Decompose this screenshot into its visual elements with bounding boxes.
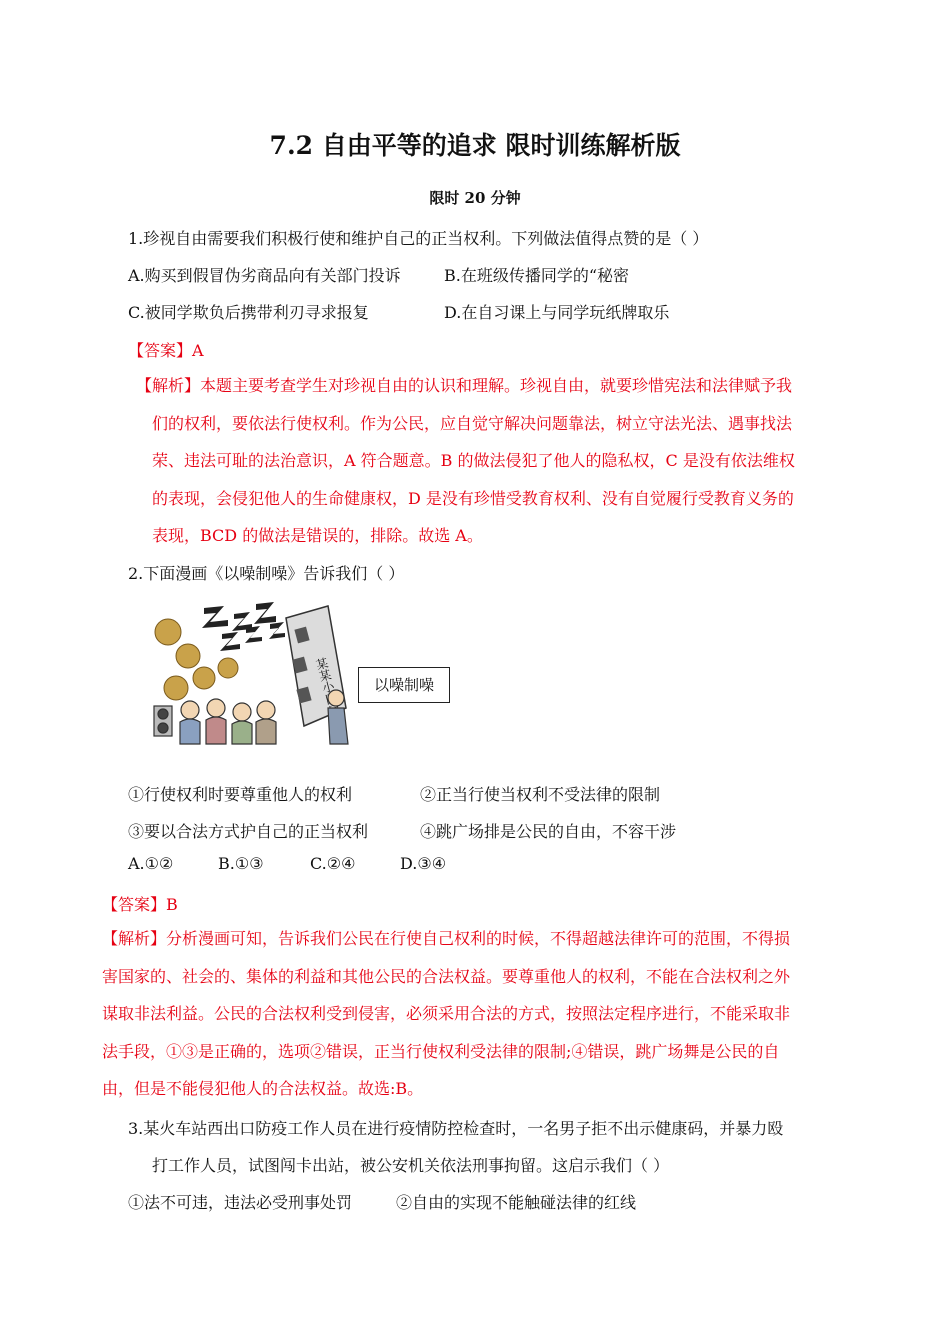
q2-statement-2: ②正当行使当权利不受法律的限制 — [420, 785, 661, 804]
page-title: 7.2 自由平等的追求 限时训练解析版 — [269, 131, 681, 160]
q3-statement-2: ②自由的实现不能触碰法律的红线 — [396, 1193, 637, 1212]
q2-choice-d: D.③④ — [400, 854, 447, 873]
q2-choice-b: B.①③ — [218, 854, 264, 873]
q2-analysis-line: 法手段，①③是正确的，选项②错误，正当行使权利受法律的限制;④错误，跳广场舞是公民的自 — [102, 1041, 780, 1061]
q2-answer — [102, 892, 178, 915]
cartoon-caption-box: 以噪制噪 — [358, 667, 450, 703]
q2-statement-1: ①行使权利时要尊重他人的权利 — [128, 785, 353, 804]
q1-analysis-line: 的表现，会侵犯他人的生命健康权，D 是没有珍惜受教育权利、没有自觉履行受教育义务的 — [152, 488, 794, 508]
snore-z-icons — [202, 602, 285, 651]
q2-analysis-line: 谋取非法利益。公民的合法权利受到侵害，必须采用合法的方式，按照法定程序进行，不能采取非 — [102, 1004, 791, 1023]
q1-answer-label: 【答案】 — [128, 341, 193, 360]
q1-analysis-line: 们的权利，要依法行使权利。作为公民，应自觉守解决问题靠法，树立守法光法、遇事找法 — [152, 413, 793, 433]
q1-option-b: B.在班级传播同学的“秘密 — [444, 266, 630, 285]
time-limit-subtitle: 限时 20 分钟 — [429, 189, 521, 207]
noise-cartoon-image — [146, 598, 364, 750]
q2-choice-a: A.①② — [128, 854, 174, 873]
q1-answer — [128, 338, 204, 361]
q2-analysis-line: 害国家的、社会的、集体的利益和其他公民的合法权益。要尊重他人的权利，不能在合法权利之外 — [102, 966, 791, 986]
q3-stem-line-1: 3.某火车站西出口防疫工作人员在进行疫情防控检查时，一名男子拒不出示健康码，并暴力殴 — [128, 1119, 784, 1138]
q1-analysis-line: 表现，BCD 的做法是错误的，排除。故选 A。 — [152, 526, 483, 545]
q1-analysis-line: 【解析】本题主要考查学生对珍视自由的认识和理解。珍视自由，就要珍惜宪法和法律赋予我 — [136, 376, 793, 395]
q2-statement-4: ④跳广场排是公民的自由，不容干涉 — [420, 822, 677, 841]
q1-analysis — [136, 367, 795, 555]
q1-analysis-line: 荣、违法可耻的法治意识，A 符合题意。B 的做法侵犯了他人的隐私权，C 是没有依法维权 — [152, 451, 795, 470]
q2-stem: 2.下面漫画《以噪制噪》告诉我们（ ） — [128, 564, 405, 583]
q1-answer-value: A — [192, 341, 204, 360]
q2-analysis-line: 【解析】分析漫画可知，告诉我们公民在行使自己权利的时候，不得超越法律许可的范围，不得损 — [102, 929, 791, 948]
q2-choice-c: C.②④ — [310, 854, 356, 873]
q2-analysis-line: 由，但是不能侵犯他人的合法权益。故选:B。 — [102, 1079, 424, 1098]
q1-stem: 1.珍视自由需要我们积极行使和维护自己的正当权利。下列做法值得点赞的是（ ） — [128, 229, 709, 248]
q1-option-a: A.购买到假冒伪劣商品向有关部门投诉 — [128, 266, 401, 285]
q3-statement-1: ①法不可违，违法必受刑事处罚 — [128, 1193, 353, 1212]
q3-stem-line-2: 打工作人员，试图闯卡出站，被公安机关依法刑事拘留。这启示我们（ ） — [152, 1156, 670, 1175]
noise-burst-icons — [155, 619, 238, 700]
q2-answer-value: B — [166, 895, 178, 914]
q2-statement-3: ③要以合法方式护自己的正当权利 — [128, 822, 369, 841]
q2-answer-label: 【答案】 — [102, 895, 167, 914]
q2-analysis — [102, 920, 790, 1108]
q1-option-d: D.在自习课上与同学玩纸牌取乐 — [444, 303, 670, 322]
q1-option-c: C.被同学欺负后携带利刃寻求报复 — [128, 303, 369, 322]
